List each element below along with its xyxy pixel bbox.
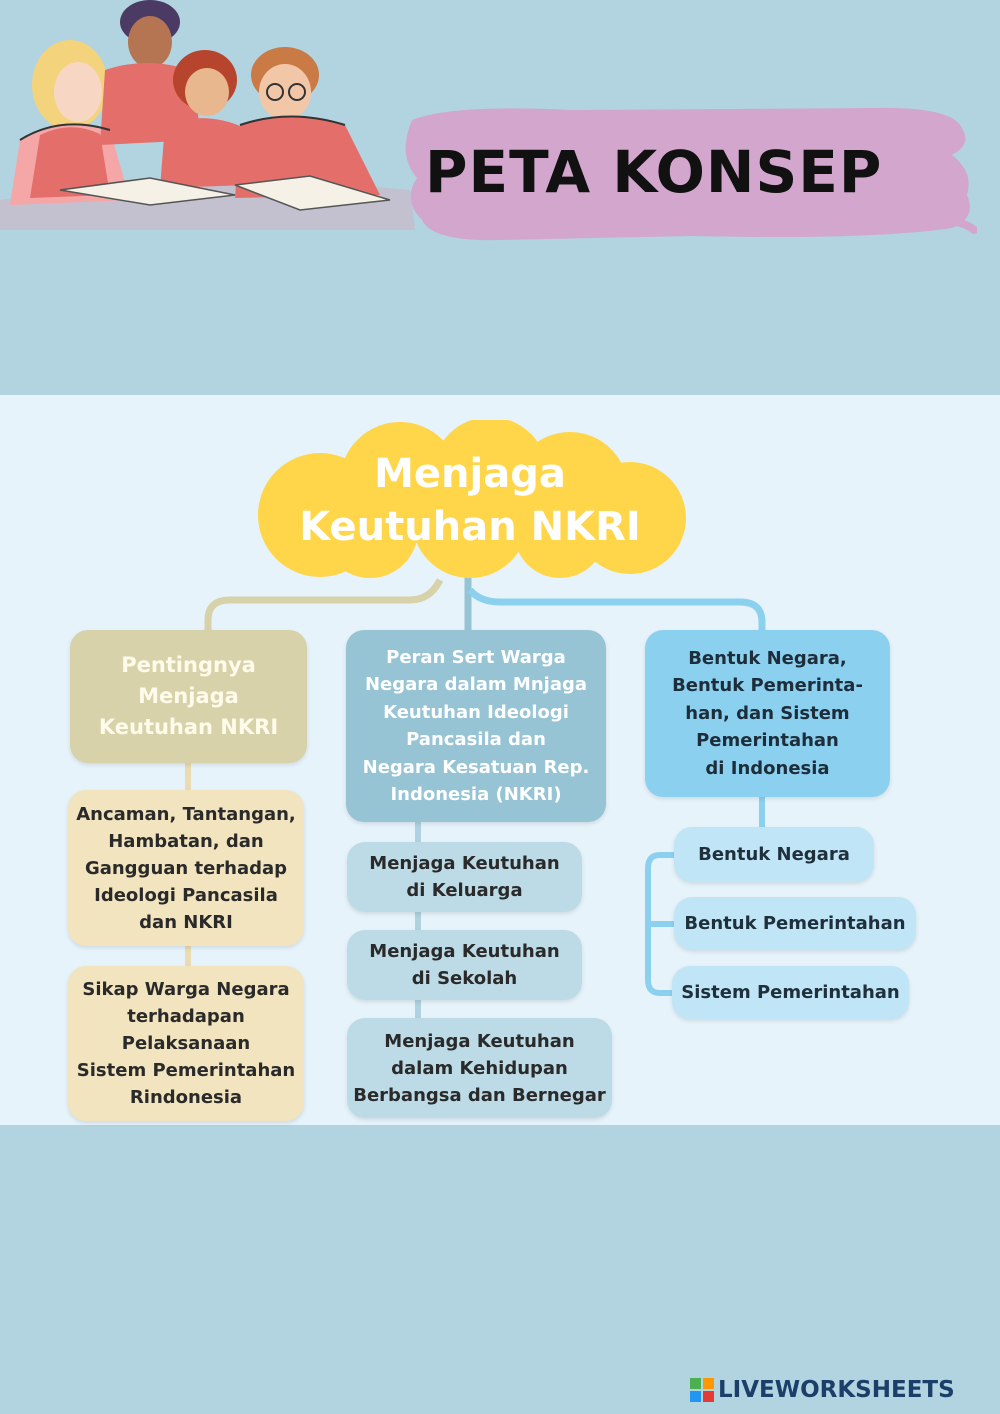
heading-line: Pentingnya bbox=[121, 653, 256, 677]
sub-line: Menjaga Keutuhan bbox=[369, 853, 560, 874]
sub-concept-bentuk-pemerintahan bbox=[674, 897, 916, 950]
heading-line: di Indonesia bbox=[705, 757, 830, 779]
branch-heading-peran-warga bbox=[346, 630, 606, 822]
sub-line: Sistem Pemerintahan bbox=[76, 1060, 296, 1081]
sub-line: Ideologi Pancasila bbox=[94, 884, 278, 906]
sub-line: Hambatan, dan bbox=[108, 830, 264, 852]
sub-line: Ancaman, Tantangan, bbox=[76, 803, 296, 825]
liveworksheets-logo-icon bbox=[690, 1378, 714, 1402]
heading-line: Pemerintahan bbox=[696, 730, 839, 752]
page-title: PETA KONSEP bbox=[425, 138, 883, 206]
sub-concept-bentuk-negara bbox=[674, 827, 874, 882]
heading-line: han, dan Sistem bbox=[685, 702, 850, 724]
heading-line: Keutuhan Ideologi bbox=[383, 701, 569, 723]
sub-concept-sikap-warga bbox=[68, 966, 304, 1121]
sub-line: dalam Kehidupan bbox=[391, 1057, 568, 1079]
sub-concept-berbangsa bbox=[347, 1018, 612, 1118]
heading-line: Keutuhan NKRI bbox=[98, 715, 279, 739]
heading-line: Pancasila dan bbox=[406, 729, 546, 750]
branch-heading-bentuk-negara bbox=[645, 630, 890, 797]
sub-line: Bentuk Negara bbox=[698, 844, 850, 865]
sub-concept-sistem-pemerintahan bbox=[672, 966, 909, 1019]
sub-line: Menjaga Keutuhan bbox=[384, 1030, 575, 1052]
sub-line: di Sekolah bbox=[411, 968, 518, 989]
heading-line: Peran Sert Warga bbox=[386, 646, 566, 668]
heading-line: Menjaga bbox=[138, 684, 239, 708]
sub-line: Sikap Warga Negara bbox=[82, 979, 290, 1000]
sub-concept-sekolah bbox=[347, 930, 582, 1000]
sub-concept-keluarga bbox=[347, 842, 582, 912]
root-line: Keutuhan NKRI bbox=[299, 504, 641, 550]
students-studying-illustration bbox=[0, 0, 420, 230]
root-concept bbox=[270, 448, 670, 558]
sub-line: dan NKRI bbox=[139, 911, 233, 933]
branch-heading-pentingnya bbox=[70, 630, 307, 763]
heading-line: Negara dalam Mnjaga bbox=[364, 674, 588, 695]
sub-line: Pelaksanaan bbox=[121, 1033, 251, 1054]
brand-name: LIVEWORKSHEETS bbox=[718, 1377, 955, 1403]
root-line: Menjaga bbox=[374, 451, 566, 497]
heading-line: Indonesia (NKRI) bbox=[390, 784, 562, 805]
heading-line: Negara Kesatuan Rep. bbox=[362, 756, 590, 778]
sub-line: Sistem Pemerintahan bbox=[681, 982, 900, 1003]
sub-line: di Keluarga bbox=[406, 880, 523, 901]
sub-line: Bentuk Pemerintahan bbox=[684, 913, 906, 934]
sub-line: terhadapan bbox=[127, 1006, 245, 1027]
heading-line: Bentuk Pemerinta- bbox=[672, 675, 863, 697]
sub-line: Berbangsa dan Bernegar bbox=[353, 1084, 606, 1106]
sub-line: Rindonesia bbox=[129, 1087, 243, 1108]
sub-line: Gangguan terhadap bbox=[84, 857, 288, 879]
sub-concept-ancaman bbox=[68, 790, 304, 946]
liveworksheets-brand bbox=[690, 1372, 990, 1408]
sub-line: Menjaga Keutuhan bbox=[369, 941, 560, 962]
heading-line: Bentuk Negara, bbox=[688, 647, 847, 669]
footer-area bbox=[0, 1125, 1000, 1414]
